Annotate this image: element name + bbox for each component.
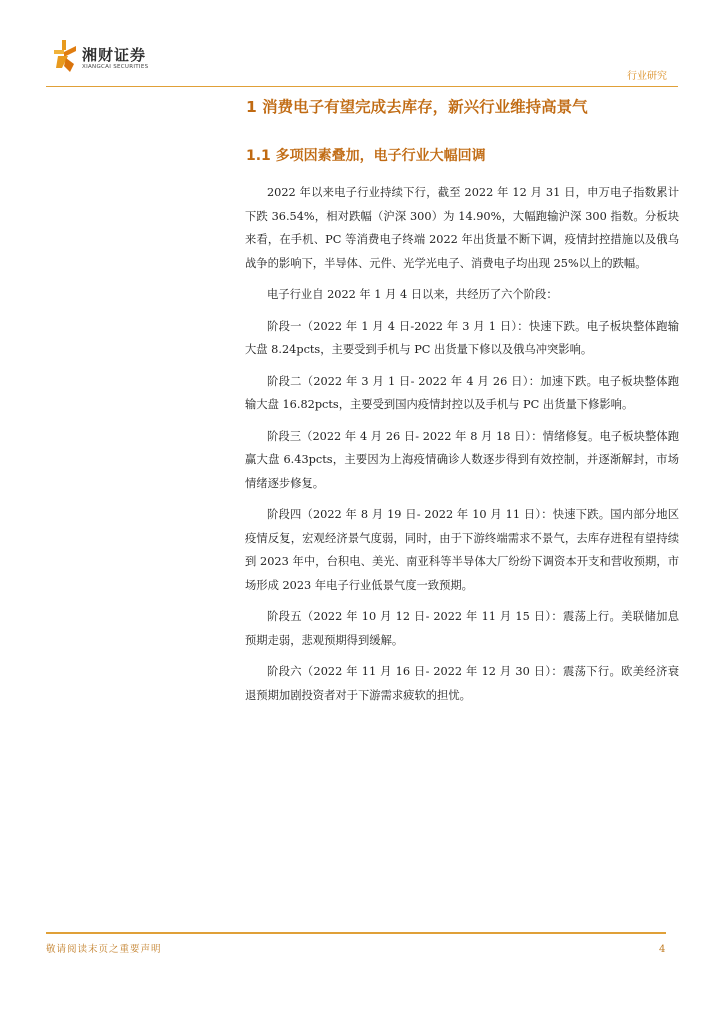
header-divider	[46, 86, 678, 87]
paragraph-stage-5: 阶段五（2022 年 10 月 12 日- 2022 年 11 月 15 日）：震荡上行。美联储加息预期走弱，悲观预期得到缓解。	[245, 610, 679, 647]
section-heading: 1 消费电子有望完成去库存，新兴行业维持高景气	[246, 98, 588, 116]
company-logo	[52, 38, 162, 76]
paragraph-stage-3: 阶段三（2022 年 4 月 26 日- 2022 年 8 月 18 日）：情绪修复。电子板块整体跑赢大盘 6.43pcts，主要因为上海疫情确诊人数逐步得到有效控制，并逐渐解封，市场情绪逐步修复。	[245, 429, 679, 490]
paragraph-stage-4: 阶段四（2022 年 8 月 19 日- 2022 年 10 月 11 日）：快速下跌。国内部分地区疫情反复，宏观经济景气度弱，同时，由于下游终端需求不景气，去库存进程有望持续到 2023 年中，台积电、美光、南亚科等半导体大厂纷纷下调资本开支和营收预期，市场形成 2023 年电子行业低景气度一致预期。	[245, 508, 679, 592]
subsection-heading: 1.1 多项因素叠加，电子行业大幅回调	[246, 148, 486, 164]
body-text	[245, 181, 679, 715]
xiangcai-logo-icon	[52, 38, 78, 74]
paragraph-stage-2: 阶段二（2022 年 3 月 1 日- 2022 年 4 月 26 日）：加速下跌。电子板块整体跑输大盘 16.82pcts，主要受到国内疫情封控以及手机与 PC 出货量下修影响。	[245, 374, 679, 411]
logo-name-cn: 湘财证券	[82, 46, 147, 64]
footer-disclaimer: 敬请阅读末页之重要声明	[46, 944, 162, 955]
page-number: 4	[659, 944, 666, 955]
paragraph-intro: 2022 年以来电子行业持续下行，截至 2022 年 12 月 31 日，申万电子指数累计下跌 36.54%，相对跌幅（沪深 300）为 14.90%，大幅跑输沪深 300 指数。分板块来看，在手机、PC 等消费电子终端 2022 年出货量不断下调，疫情封控措施以及俄乌战争的影响下，半导体、元件、光学光电子、消费电子均出现 25%以上的跌幅。	[245, 186, 679, 270]
paragraph-stage-6: 阶段六（2022 年 11 月 16 日- 2022 年 12 月 30 日）：震荡下行。欧美经济衰退预期加剧投资者对于下游需求疲软的担忧。	[245, 665, 679, 702]
footer-divider	[46, 932, 666, 934]
section-tag: 行业研究	[627, 71, 667, 82]
paragraph-stages-intro: 电子行业自 2022 年 1 月 4 日以来，共经历了六个阶段：	[267, 288, 558, 301]
logo-name-en: XIANGCAI SECURITIES	[82, 64, 149, 70]
paragraph-stage-1: 阶段一（2022 年 1 月 4 日-2022 年 3 月 1 日）：快速下跌。电子板块整体跑输大盘 8.24pcts，主要受到手机与 PC 出货量下修以及俄乌冲突影响。	[245, 319, 679, 356]
